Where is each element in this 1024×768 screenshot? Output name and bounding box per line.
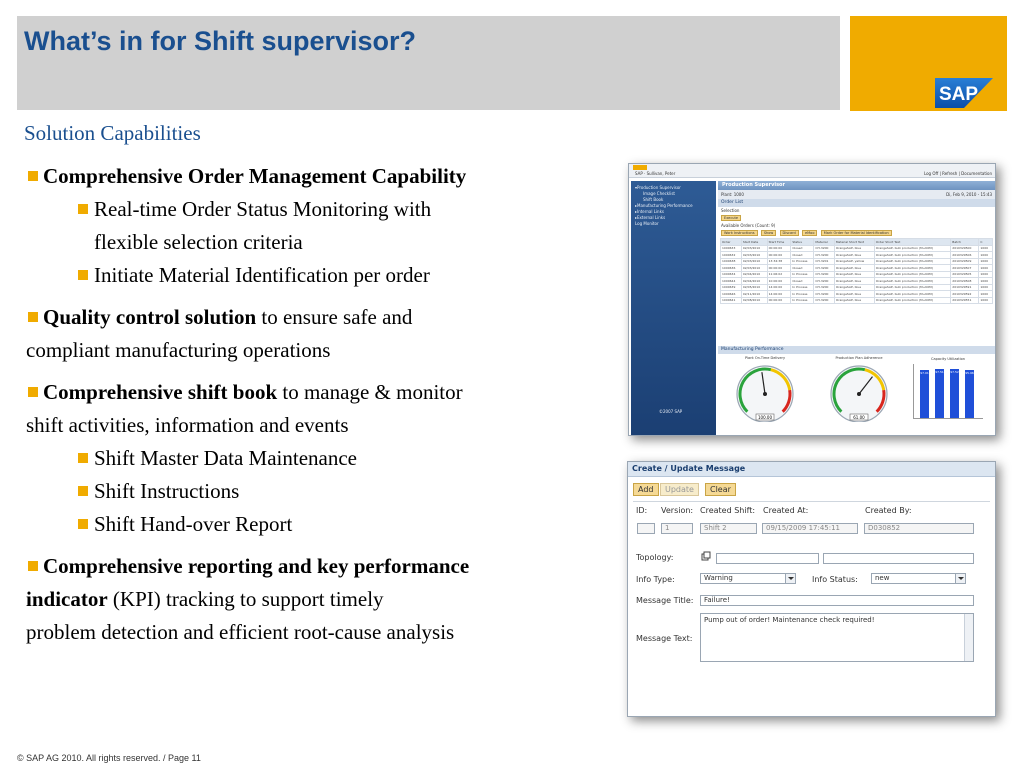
- update-button[interactable]: Update: [660, 483, 699, 496]
- bullet-continued: indicator (KPI) tracking to support timely: [26, 587, 384, 611]
- footer: © SAP AG 2010. All rights reserved. / Page 11: [17, 753, 201, 763]
- panel-title: Production Supervisor: [718, 181, 995, 190]
- sub-bullet-continued: flexible selection criteria: [94, 230, 303, 254]
- table-cell: 1000644: [721, 278, 742, 285]
- created-shift-field[interactable]: Shift 2: [700, 523, 757, 534]
- table-cell: 10:00:00: [767, 278, 791, 285]
- selection-label: Selection: [721, 208, 740, 213]
- table-cell: 1000: [979, 291, 993, 298]
- work-instructions-button[interactable]: Work Instructions: [721, 230, 758, 236]
- table-cell: Closed: [791, 245, 814, 252]
- sub-bullet: Real-time Order Status Monitoring with: [26, 193, 626, 226]
- table-cell: 1000: [979, 271, 993, 278]
- table-cell: OrangeSAP, bulk production (M+K0M): [874, 252, 951, 259]
- created-by-label: Created By:: [865, 506, 912, 515]
- column-header[interactable]: Material: [814, 239, 834, 246]
- bullet-square-icon: [28, 312, 38, 322]
- sub-bullet: Shift Master Data Maintenance: [26, 442, 626, 475]
- portal-links[interactable]: Log Off | Refresh | Documentation: [923, 171, 992, 176]
- created-shift-label: Created Shift:: [700, 506, 756, 515]
- show-button[interactable]: Show: [761, 230, 776, 236]
- order-list-header: Order List: [718, 199, 995, 207]
- bullet-quality-control: Quality control solution to ensure safe and: [26, 301, 626, 334]
- gauge-on-time-delivery: [722, 356, 808, 426]
- bullet-square-icon: [28, 561, 38, 571]
- table-cell: 1000638: [721, 258, 742, 265]
- table-cell: 02/03/2010: [741, 252, 767, 259]
- table-cell: In Process: [791, 271, 814, 278]
- bullet-reporting-kpi: Comprehensive reporting and key performance: [26, 550, 626, 583]
- table-cell: CH-3200: [814, 284, 834, 291]
- column-header[interactable]: Start Time: [767, 239, 791, 246]
- table-cell: 00:00:00: [767, 245, 791, 252]
- created-at-label: Created At:: [763, 506, 809, 515]
- column-header[interactable]: Start Date: [741, 239, 767, 246]
- capacity-title: Capacity Utilization: [931, 357, 965, 361]
- bullet-square-icon: [28, 387, 38, 397]
- topology-field-2[interactable]: [823, 553, 974, 564]
- table-cell: 00:00:00: [767, 297, 791, 304]
- table-cell: In Process: [791, 297, 814, 304]
- gauge-plan-adherence: [816, 356, 902, 426]
- table-cell: OrangeSAP, bulk production (M+K0M): [874, 297, 951, 304]
- bullet-square-icon: [28, 171, 38, 181]
- bullet-list: [26, 160, 626, 649]
- bullet-square-icon: [78, 486, 88, 496]
- topology-browse-icon[interactable]: [701, 551, 711, 561]
- table-cell: 1000: [979, 297, 993, 304]
- column-header[interactable]: Order Short Text: [874, 239, 951, 246]
- table-cell: 1000: [979, 265, 993, 272]
- orders-table: [720, 238, 993, 304]
- table-cell: 1000634: [721, 271, 742, 278]
- column-header[interactable]: Batch: [951, 239, 979, 246]
- table-cell: OrangeSAP, blue: [834, 271, 874, 278]
- message-text-area[interactable]: [700, 613, 974, 662]
- version-field[interactable]: 1: [661, 523, 693, 534]
- capacity-bar-label: 97.01: [920, 370, 929, 375]
- capacity-bar: [935, 369, 944, 418]
- subtitle: Solution Capabilities: [24, 121, 201, 145]
- topology-label: Topology:: [636, 553, 674, 562]
- table-cell: OrangeSAP, blue: [834, 265, 874, 272]
- bullet-continued: shift activities, information and events: [26, 413, 349, 437]
- table-cell: OrangeSAP, blue: [834, 297, 874, 304]
- order-toolbar: [718, 229, 995, 237]
- nav-item[interactable]: Log Monitor: [635, 221, 659, 226]
- plant-row: Plant: 1000 Di, Feb 9, 2010 - 15:43: [718, 190, 995, 199]
- table-cell: OrangeSAP, blue: [834, 278, 874, 285]
- table-cell: CH-3200: [814, 265, 834, 272]
- table-cell: CH-3200: [814, 271, 834, 278]
- table-row[interactable]: [721, 297, 993, 304]
- table-cell: 11:06:02: [767, 271, 791, 278]
- created-at-field[interactable]: 09/15/2009 17:45:11: [762, 523, 858, 534]
- message-title-label: Message Title:: [636, 596, 694, 605]
- table-cell: 02/05/2010: [741, 284, 767, 291]
- sub-bullet: Initiate Material Identification per order: [26, 259, 626, 292]
- table-cell: In Process: [791, 284, 814, 291]
- id-field[interactable]: [637, 523, 655, 534]
- table-cell: OrangeSAP, blue: [834, 245, 874, 252]
- table-cell: 2010329551: [951, 297, 979, 304]
- table-cell: Closed: [791, 265, 814, 272]
- table-cell: OrangeSAP, bulk production (M+K0M): [874, 265, 951, 272]
- nav-item[interactable]: ▸Internal Links: [635, 209, 664, 214]
- gauge-dial: [722, 360, 808, 422]
- table-cell: 1000: [979, 278, 993, 285]
- navigation-panel: [631, 181, 716, 435]
- created-by-field[interactable]: D030852: [864, 523, 974, 534]
- column-header[interactable]: Status: [791, 239, 814, 246]
- table-cell: OrangeSAP, bulk production (M+K0M): [874, 284, 951, 291]
- portal-top-bar: [629, 164, 995, 178]
- capacity-bar-label: 95.96: [965, 371, 974, 376]
- add-button[interactable]: Add: [633, 483, 659, 496]
- gauge-title: Production Plan Adherence: [835, 356, 883, 360]
- bullet-continued: compliant manufacturing operations: [26, 338, 331, 362]
- table-cell: 02/03/2010: [741, 245, 767, 252]
- table-cell: CH-3200: [814, 297, 834, 304]
- chevron-down-icon[interactable]: [785, 574, 795, 583]
- bullet-square-icon: [78, 204, 88, 214]
- topology-field-1[interactable]: [716, 553, 819, 564]
- capacity-bar-label: 97.52: [950, 370, 959, 375]
- id-label: ID:: [636, 506, 648, 515]
- table-cell: OrangeSAP, bulk production (M+K0M): [874, 258, 951, 265]
- table-cell: OrangeSAP, bulk production (M+K0M): [874, 278, 951, 285]
- bullet-square-icon: [78, 519, 88, 529]
- gauge-value: 61.00: [853, 415, 865, 420]
- production-supervisor-screenshot: [628, 163, 996, 436]
- table-cell: In Process: [791, 291, 814, 298]
- manufacturing-performance-header: Manufacturing Performance: [718, 346, 995, 354]
- table-cell: 2010329505: [951, 271, 979, 278]
- message-title-field[interactable]: Failure!: [700, 595, 974, 606]
- bullet-continued: problem detection and efficient root-cause analysis: [26, 620, 455, 644]
- sub-bullet: Shift Hand-over Report: [26, 508, 626, 541]
- nav-item[interactable]: ▸External Links: [635, 215, 666, 220]
- gauge-value: 100.00: [758, 415, 772, 420]
- discard-button[interactable]: Discard: [780, 230, 799, 236]
- main-panel: [718, 181, 995, 435]
- table-cell: CH-3201: [814, 258, 834, 265]
- message-text-value: Pump out of order! Maintenance check required!: [704, 616, 875, 624]
- gauge-hub: [763, 392, 767, 396]
- version-label: Version:: [661, 506, 694, 515]
- table-cell: In Process: [791, 258, 814, 265]
- bullet-shift-book: Comprehensive shift book to manage & monitor: [26, 376, 626, 409]
- table-cell: OrangeSAP, bulk production (M+K0M): [874, 245, 951, 252]
- bullet-order-management: Comprehensive Order Management Capability: [26, 160, 626, 193]
- table-cell: OrangeSAP, blue: [834, 284, 874, 291]
- gauge-hub: [857, 392, 861, 396]
- table-cell: CH-3200: [814, 278, 834, 285]
- bullet-square-icon: [78, 270, 88, 280]
- sap-logo-text: SAP: [939, 84, 979, 105]
- execute-button[interactable]: Execute: [721, 215, 741, 221]
- info-status-label: Info Status:: [812, 575, 858, 584]
- nav-item[interactable]: ▾Production Supervisor: [635, 185, 681, 190]
- chevron-down-icon[interactable]: [955, 574, 965, 583]
- nav-item[interactable]: ▸Manufacturing Performance: [635, 203, 693, 208]
- column-header[interactable]: Order: [721, 239, 742, 246]
- table-cell: 1000639: [721, 284, 742, 291]
- table-cell: 02/11/2010: [741, 291, 767, 298]
- table-cell: 00:00:00: [767, 252, 791, 259]
- table-cell: 2010329507: [951, 265, 979, 272]
- table-cell: 00:00:00: [767, 265, 791, 272]
- bullet-square-icon: [78, 453, 88, 463]
- clear-button[interactable]: Clear: [705, 483, 736, 496]
- nav-item[interactable]: Image Checklist: [643, 191, 675, 196]
- table-cell: 1000636: [721, 265, 742, 272]
- table-cell: OrangeSAP, bulk production (M+K0M): [874, 291, 951, 298]
- column-header[interactable]: Material Short Text: [834, 239, 874, 246]
- info-type-select[interactable]: Warning: [700, 573, 796, 584]
- table-cell: 1000: [979, 245, 993, 252]
- capacity-bar-chart: [913, 364, 983, 419]
- message-text-label: Message Text:: [636, 634, 693, 643]
- gauge-dial: [816, 360, 902, 422]
- table-cell: 13:34:38: [767, 258, 791, 265]
- table-cell: 02/03/2010: [741, 265, 767, 272]
- sap-mini-logo: [633, 165, 647, 170]
- table-cell: 1000: [979, 258, 993, 265]
- capacity-bar: [950, 369, 959, 418]
- table-cell: OrangeSAP, blue: [834, 252, 874, 259]
- table-cell: OrangeSAP, yellow: [834, 258, 874, 265]
- table-cell: 02/08/2010: [741, 297, 767, 304]
- table-cell: Closed: [791, 252, 814, 259]
- table-cell: 2010329500: [951, 245, 979, 252]
- scrollbar[interactable]: [964, 614, 973, 661]
- table-cell: OrangeSAP, bulk production (M+K0M): [874, 271, 951, 278]
- table-cell: 1000: [979, 252, 993, 259]
- capacity-bar: [920, 370, 929, 419]
- table-cell: 1000632: [721, 252, 742, 259]
- table-cell: Closed: [791, 278, 814, 285]
- table-cell: 2010329506: [951, 252, 979, 259]
- emoo-button[interactable]: eMoo: [802, 230, 817, 236]
- table-cell: 02/03/2010: [741, 258, 767, 265]
- table-cell: 2010329509: [951, 258, 979, 265]
- available-orders-label: Available Orders (Count: 9): [721, 223, 776, 228]
- info-status-select[interactable]: new: [871, 573, 966, 584]
- table-cell: 14:00:00: [767, 291, 791, 298]
- table-cell: 14:00:00: [767, 284, 791, 291]
- table-cell: 02/04/2010: [741, 278, 767, 285]
- divider: [633, 501, 990, 502]
- table-cell: 1000641: [721, 297, 742, 304]
- info-type-label: Info Type:: [636, 575, 675, 584]
- table-cell: 02/04/2010: [741, 271, 767, 278]
- table-cell: CH-3200: [814, 291, 834, 298]
- form-title: Create / Update Message: [628, 462, 995, 477]
- table-cell: 1000646: [721, 291, 742, 298]
- capacity-bar-label: 97.51: [935, 370, 944, 375]
- sap-logo: [935, 78, 993, 108]
- table-cell: 2010329508: [951, 278, 979, 285]
- table-cell: 2010329591: [951, 284, 979, 291]
- user-label: SAP · Sullivan, Peter: [635, 171, 676, 176]
- mark-order-button[interactable]: Mark Order for Material Identification: [821, 230, 892, 236]
- sub-bullet: Shift Instructions: [26, 475, 626, 508]
- table-cell: CH-3200: [814, 245, 834, 252]
- capacity-bar: [965, 370, 974, 418]
- table-cell: 2010329592: [951, 291, 979, 298]
- create-update-message-screenshot: [627, 461, 996, 717]
- slide-title: What’s in for Shift supervisor?: [24, 26, 417, 56]
- column-header[interactable]: C: [979, 239, 993, 246]
- nav-copyright: ©2007 SAP: [659, 409, 683, 414]
- table-cell: CH-3200: [814, 252, 834, 259]
- gauge-title: Plant On-Time Delivery: [744, 356, 786, 360]
- table-cell: 1000: [979, 284, 993, 291]
- nav-item[interactable]: Shift Book: [643, 197, 664, 202]
- table-cell: OrangeSAP, blue: [834, 291, 874, 298]
- table-cell: 1000633: [721, 245, 742, 252]
